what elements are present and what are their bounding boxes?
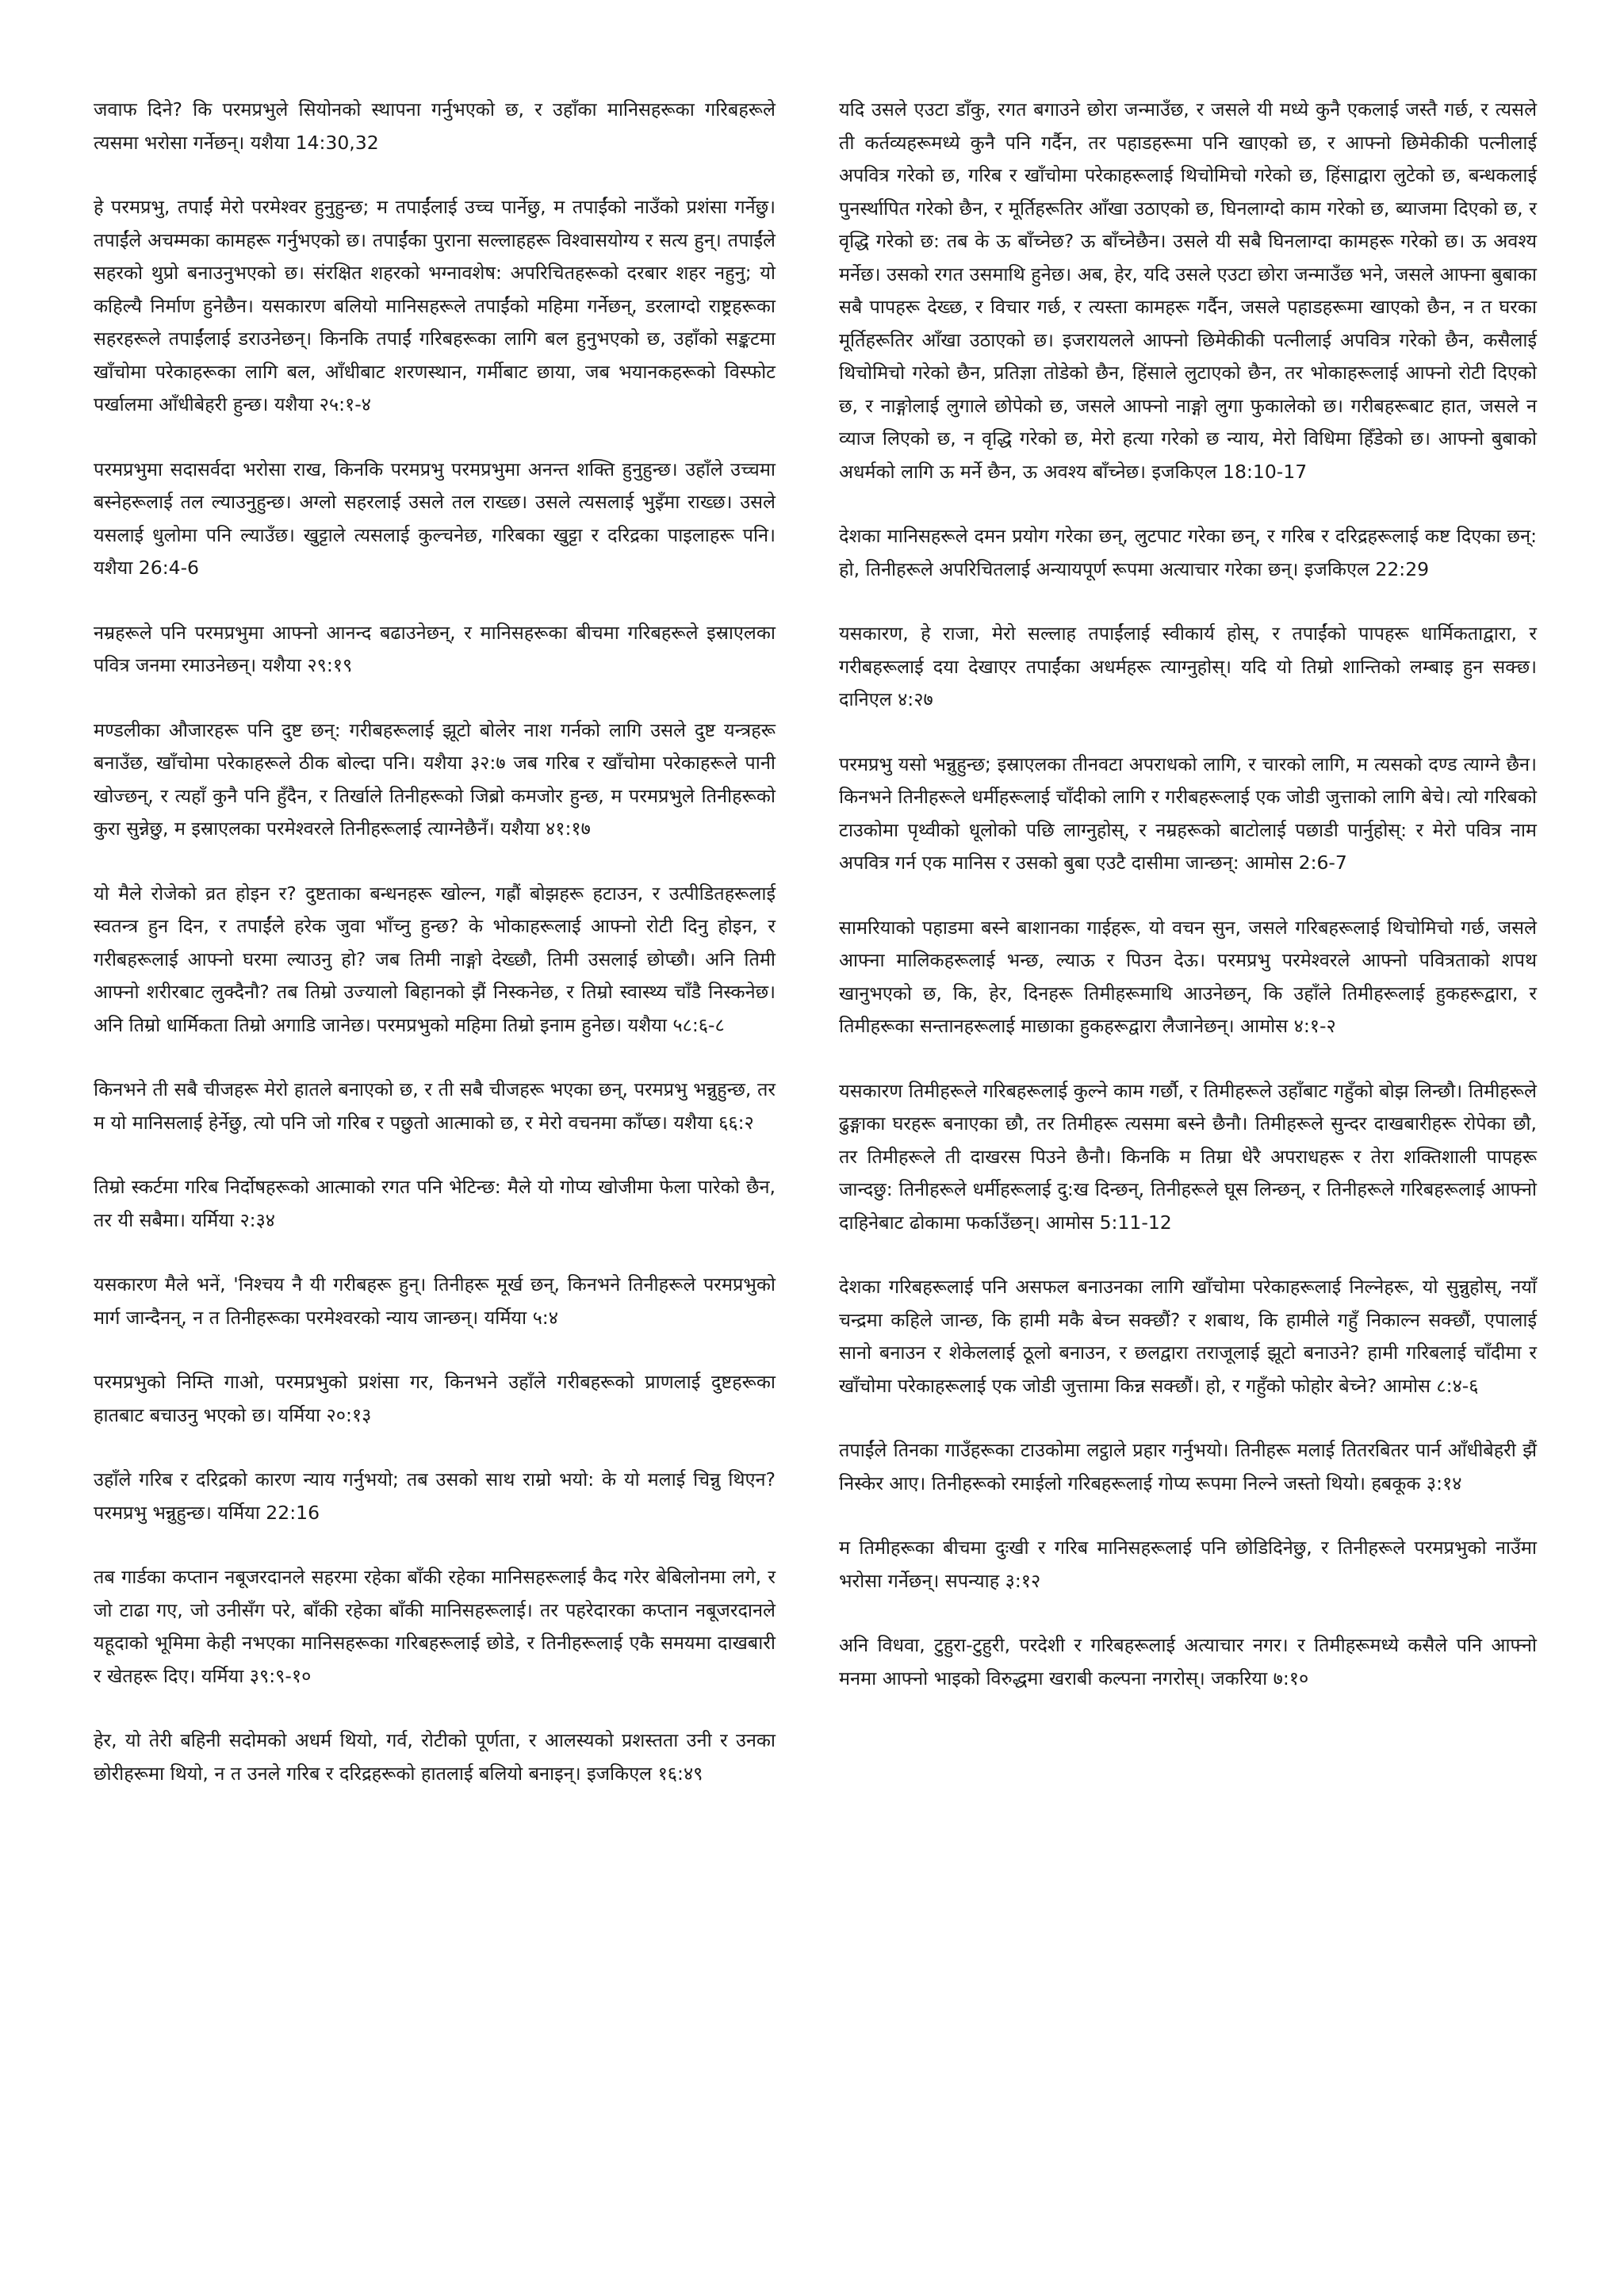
verse-paragraph: देशका मानिसहरूले दमन प्रयोग गरेका छन्, लुटपाट गरेका छन्, र गरिब र दरिद्रहरूलाई कष्ट दिएका छन्: हो, तिनीहरूले अपरिचितलाई अन्यायपूर्ण रूपमा अत्याचार गरेका छन्। इजकिएल 22:29	[839, 525, 1537, 580]
verse-paragraph: हे परमप्रभु, तपाईं मेरो परमेश्वर हुनुहुन्छ; म तपाईंलाई उच्च पार्नेछु, म तपाईंको नाउँको प्रशंसा गर्नेछु। तपाईंले अचम्मका कामहरू गर्नुभएको छ। तपाईंका पुराना सल्लाहहरू विश्वासयोग्य र सत्य हुन्। तपाईंले सहरको थुप्रो बनाउनुभएको छ। संरक्षित शहरको भग्नावशेष: अपरिचितहरूको दरबार शहर नहुनु; यो कहिल्यै निर्माण हुनेछैन। यसकारण बलियो मानिसहरूले तपाईंको महिमा गर्नेछन्, डरलाग्दो राष्ट्रहरूका सहरहरूले तपाईंलाई डराउनेछन्। किनकि तपाईं गरिबहरूका लागि बल हुनुभएको छ, उहाँको सङ्कटमा खाँचोमा परेकाहरूका लागि बल, आँधीबाट शरणस्थान, गर्मीबाट छाया, जब भयानकहरूको विस्फोट पर्खालमा आँधीबेहरी हुन्छ। यशैया २५:१-४	[94, 196, 776, 415]
verse-paragraph: यसकारण तिमीहरूले गरिबहरूलाई कुल्ने काम गर्छौ, र तिमीहरूले उहाँबाट गहुँको बोझ लिन्छौ। तिमीहरूले ढुङ्गाका घरहरू बनाएका छौ, तर तिमीहरू त्यसमा बस्ने छैनौ। तिमीहरूले सुन्दर दाखबारीहरू रोपेका छौ, तर तिमीहरूले ती दाखरस पिउने छैनौ। किनकि म तिम्रा धेरै अपराधहरू र तेरा शक्तिशाली पापहरू जान्दछु: तिनीहरूले धर्मीहरूलाई दु:ख दिन्छन्, तिनीहरूले घूस लिन्छन्, र तिनीहरूले गरिबहरूलाई आफ्नो दाहिनेबाट ढोकामा फर्काउँछन्। आमोस 5:11-12	[839, 1079, 1537, 1234]
left-column	[94, 94, 776, 2296]
verse-paragraph: उहाँले गरिब र दरिद्रको कारण न्याय गर्नुभयो; तब उसको साथ राम्रो भयो: के यो मलाई चिन्नु थिएन? परमप्रभु भन्नुहुन्छ। यर्मिया 22:16	[94, 1468, 776, 1524]
verse-paragraph: तपाईंले तिनका गाउँहरूका टाउकोमा लट्ठाले प्रहार गर्नुभयो। तिनीहरू मलाई तितरबितर पार्न आँधीबेहरी झैं निस्केर आए। तिनीहरूको रमाईलो गरिबहरूलाई गोप्य रूपमा निल्ने जस्तो थियो। हबकूक ३:१४	[839, 1439, 1537, 1494]
verse-paragraph: अनि विधवा, टुहुरा-टुहुरी, परदेशी र गरिबहरूलाई अत्याचार नगर। र तिमीहरूमध्ये कसैले पनि आफ्नो मनमा आफ्नो भाइको विरुद्धमा खराबी कल्पना नगरोस्। जकरिया ७:१०	[839, 1634, 1537, 1689]
verse-paragraph: किनभने ती सबै चीजहरू मेरो हातले बनाएको छ, र ती सबै चीजहरू भएका छन्, परमप्रभु भन्नुहुन्छ, तर म यो मानिसलाई हेर्नेछु, त्यो पनि जो गरिब र पछुतो आत्माको छ, र मेरो वचनमा काँप्छ। यशैया ६६:२	[94, 1078, 776, 1134]
verse-paragraph: म तिमीहरूका बीचमा दुःखी र गरिब मानिसहरूलाई पनि छोडिदिनेछु, र तिनीहरूले परमप्रभुको नाउँमा भरोसा गर्नेछन्। सपन्याह ३:१२	[839, 1536, 1537, 1592]
verse-paragraph: यदि उसले एउटा डाँकु, रगत बगाउने छोरा जन्माउँछ, र जसले यी मध्ये कुनै एकलाई जस्तै गर्छ, र त्यसले ती कर्तव्यहरूमध्ये कुनै पनि गर्दैन, तर पहाडहरूमा पनि खाएको छ, र आफ्नो छिमेकीकी पत्नीलाई अपवित्र गरेको छ, गरिब र खाँचोमा परेकाहरूलाई थिचोमिचो गरेको छ, हिंसाद्वारा लुटेको छ, बन्धकलाई पुनर्स्थापित गरेको छैन, र मूर्तिहरूतिर आँखा उठाएको छ, घिनलाग्दो काम गरेको छ, ब्याजमा दिएको छ, र वृद्धि गरेको छ: तब के ऊ बाँच्नेछ? ऊ बाँच्नेछैन। उसले यी सबै घिनलाग्दा कामहरू गरेको छ। ऊ अवश्य मर्नेछ। उसको रगत उसमाथि हुनेछ। अब, हेर, यदि उसले एउटा छोरा जन्माउँछ भने, जसले आफ्ना बुबाका सबै पापहरू देख्छ, र विचार गर्छ, र त्यस्ता कामहरू गर्दैन, जसले पहाडहरूमा खाएको छैन, न त घरका मूर्तिहरूतिर आँखा उठाएको छ। इजरायलले आफ्नो छिमेकीकी पत्नीलाई अपवित्र गरेको छैन, कसैलाई थिचोमिचो गरेको छैन, प्रतिज्ञा तोडेको छैन, हिंसाले लुटाएको छैन, तर भोकाहरूलाई आफ्नो रोटी दिएको छ, र नाङ्गोलाई लुगाले छोपेको छ, जसले आफ्नो नाङ्गो लुगा फुकालेको छ। गरीबहरूबाट हात, जसले न व्याज लिएको छ, न वृद्धि गरेको छ, मेरो हत्या गरेको छ न्याय, मेरो विधिमा हिँडेको छ। आफ्नो बुबाको अधर्मको लागि ऊ मर्ने छैन, ऊ अवश्य बाँच्नेछ। इजकिएल 18:10-17	[839, 98, 1537, 483]
verse-paragraph: यसकारण, हे राजा, मेरो सल्लाह तपाईंलाई स्वीकार्य होस्, र तपाईंको पापहरू धार्मिकताद्वारा, र गरीबहरूलाई दया देखाएर तपाईंका अधर्महरू त्याग्नुहोस्। यदि यो तिम्रो शान्तिको लम्बाइ हुन सक्छ। दानिएल ४:२७	[839, 622, 1537, 710]
verse-paragraph: जवाफ दिने? कि परमप्रभुले सियोनको स्थापना गर्नुभएको छ, र उहाँका मानिसहरूका गरिबहरूले त्यसमा भरोसा गर्नेछन्। यशैया 14:30,32	[94, 98, 776, 154]
verse-paragraph: नम्रहरूले पनि परमप्रभुमा आफ्नो आनन्द बढाउनेछन्, र मानिसहरूका बीचमा गरिबहरूले इस्राएलका पवित्र जनमा रमाउनेछन्। यशैया २९:१९	[94, 621, 776, 676]
right-column	[839, 94, 1537, 2296]
verse-paragraph: देशका गरिबहरूलाई पनि असफल बनाउनका लागि खाँचोमा परेकाहरूलाई निल्नेहरू, यो सुन्नुहोस्, नयाँ चन्द्रमा कहिले जान्छ, कि हामी मकै बेच्न सक्छौं? र शबाथ, कि हामीले गहुँ निकाल्न सक्छौं, एपालाई सानो बनाउन र शेकेललाई ठूलो बनाउन, र छलद्वारा तराजूलाई झूटो बनाउने? हामी गरिबलाई चाँदीमा र खाँचोमा परेकाहरूलाई एक जोडी जुत्तामा किन्न सक्छौं। हो, र गहुँको फोहोर बेच्ने? आमोस ८:४-६	[839, 1276, 1537, 1397]
verse-paragraph: हेर, यो तेरी बहिनी सदोमको अधर्म थियो, गर्व, रोटीको पूर्णता, र आलस्यको प्रशस्तता उनी र उनका छोरीहरूमा थियो, न त उनले गरिब र दरिद्रहरूको हातलाई बलियो बनाइन्। इजकिएल १६:४९	[94, 1729, 776, 1785]
verse-paragraph: सामरियाको पहाडमा बस्ने बाशानका गाईहरू, यो वचन सुन, जसले गरिबहरूलाई थिचोमिचो गर्छ, जसले आफ्ना मालिकहरूलाई भन्छ, ल्याऊ र पिउन देऊ। परमप्रभु परमेश्वरले आफ्नो पवित्रताको शपथ खानुभएको छ, कि, हेर, दिनहरू तिमीहरूमाथि आउनेछन्, कि उहाँले तिमीहरूलाई हुकहरूद्वारा, र तिमीहरूका सन्तानहरूलाई माछाका हुकहरूद्वारा लैजानेछन्। आमोस ४:१-२	[839, 916, 1537, 1037]
verse-paragraph: यो मैले रोजेको व्रत होइन र? दुष्टताका बन्धनहरू खोल्न, गह्रौं बोझहरू हटाउन, र उत्पीडितहरूलाई स्वतन्त्र हुन दिन, र तपाईंले हरेक जुवा भाँच्नु हुन्छ? के भोकाहरूलाई आफ्नो रोटी दिनु होइन, र गरीबहरूलाई आफ्नो घरमा ल्याउनु हो? जब तिमी नाङ्गो देख्छौ, तिमी उसलाई छोप्छौ। अनि तिमी आफ्नो शरीरबाट लुक्दैनौ? तब तिम्रो उज्यालो बिहानको झैं निस्कनेछ, र तिम्रो स्वास्थ्य चाँडै निस्कनेछ। अनि तिम्रो धार्मिकता तिम्रो अगाडि जानेछ। परमप्रभुको महिमा तिम्रो इनाम हुनेछ। यशैया ५८:६-८	[94, 882, 776, 1036]
verse-paragraph: परमप्रभुको निम्ति गाओ, परमप्रभुको प्रशंसा गर, किनभने उहाँले गरीबहरूको प्राणलाई दुष्टहरूका हातबाट बचाउनु भएको छ। यर्मिया २०:१३	[94, 1371, 776, 1426]
verse-paragraph: परमप्रभु यसो भन्नुहुन्छ; इस्राएलका तीनवटा अपराधको लागि, र चारको लागि, म त्यसको दण्ड त्याग्ने छैन। किनभने तिनीहरूले धर्मीहरूलाई चाँदीको लागि र गरीबहरूलाई एक जोडी जुत्ताको लागि बेचे। त्यो गरिबको टाउकोमा पृथ्वीको धूलोको पछि लाग्नुहोस्, र नम्रहरूको बाटोलाई पछाडी पार्नुहोस्: र मेरो पवित्र नाम अपवित्र गर्न एक मानिस र उसको बुबा एउटै दासीमा जान्छन्: आमोस 2:6-7	[839, 752, 1537, 874]
verse-paragraph: तिम्रो स्कर्टमा गरिब निर्दोषहरूको आत्माको रगत पनि भेटिन्छ: मैले यो गोप्य खोजीमा फेला पारेको छैन, तर यी सबैमा। यर्मिया २:३४	[94, 1176, 776, 1231]
verse-paragraph: मण्डलीका औजारहरू पनि दुष्ट छन्: गरीबहरूलाई झूटो बोलेर नाश गर्नको लागि उसले दुष्ट यन्त्रहरू बनाउँछ, खाँचोमा परेकाहरूले ठीक बोल्दा पनि। यशैया ३२:७ जब गरिब र खाँचोमा परेकाहरूले पानी खोज्छन्, र त्यहाँ कुनै पनि हुँदैन, र तिर्खाले तिनीहरूको जिब्रो कमजोर हुन्छ, म परमप्रभुले तिनीहरूको कुरा सुन्नेछु, म इस्राएलका परमेश्वरले तिनीहरूलाई त्याग्नेछैनँ। यशैया ४१:१७	[94, 718, 776, 840]
verse-paragraph: यसकारण मैले भनें, 'निश्चय नै यी गरीबहरू हुन्। तिनीहरू मूर्ख छन्, किनभने तिनीहरूले परमप्रभुको मार्ग जान्दैनन्, न त तिनीहरूका परमेश्वरको न्याय जान्छन्। यर्मिया ५:४	[94, 1273, 776, 1329]
verse-paragraph: परमप्रभुमा सदासर्वदा भरोसा राख, किनकि परमप्रभु परमप्रभुमा अनन्त शक्ति हुनुहुन्छ। उहाँले उच्चमा बस्नेहरूलाई तल ल्याउनुहुन्छ। अग्लो सहरलाई उसले तल राख्छ। उसले त्यसलाई भुइँमा राख्छ। उसले यसलाई धुलोमा पनि ल्याउँछ। खुट्टाले त्यसलाई कुल्चनेछ, गरिबका खुट्टा र दरिद्रका पाइलाहरू पनि। यशैया 26:4-6	[94, 457, 776, 579]
verse-paragraph: तब गार्डका कप्तान नबूजरदानले सहरमा रहेका बाँकी रहेका मानिसहरूलाई कैद गरेर बेबिलोनमा लगे, र जो टाढा गए, जो उनीसँग परे, बाँकी रहेका बाँकी मानिसहरूलाई। तर पहरेदारका कप्तान नबूजरदानले यहूदाको भूमिमा केही नभएका मानिसहरूका गरिबहरूलाई छोडे, र तिनीहरूलाई एकै समयमा दाखबारी र खेतहरू दिए। यर्मिया ३९:९-१०	[94, 1566, 776, 1687]
